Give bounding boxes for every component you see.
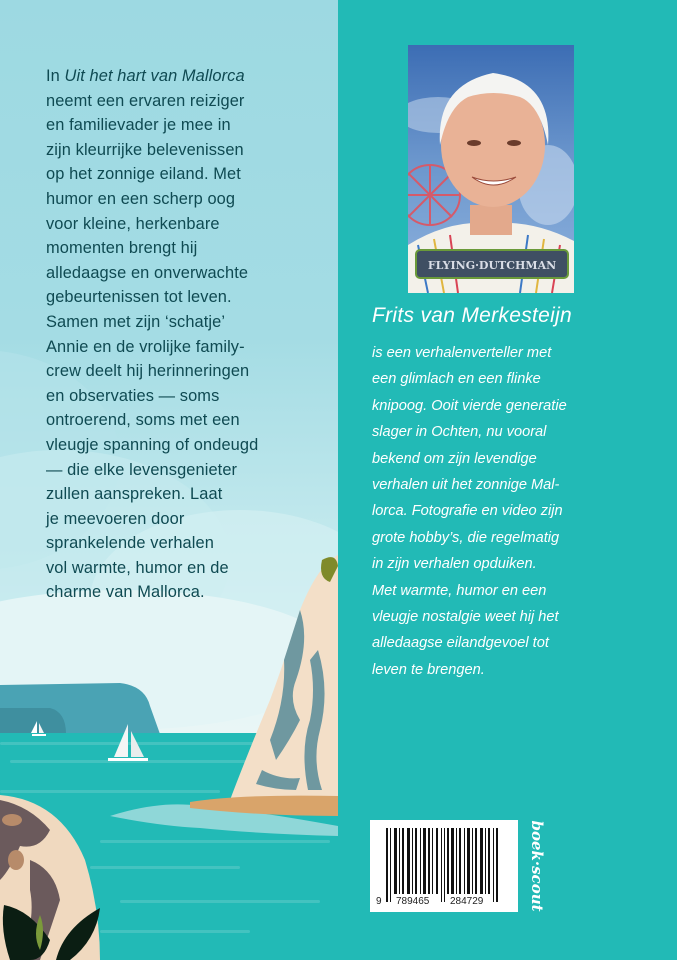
blurb-line: zullen aanspreken. Laat [46,485,223,504]
blurb-line: op het zonnige eiland. Met [46,165,241,184]
blurb-line: crew deelt hij herinneringen [46,362,250,381]
blurb-line: je meevoeren door [46,509,185,528]
bio-line: in zijn verhalen opduiken. [372,556,537,573]
blurb-line: — die elke levensgenieter [46,460,238,479]
bio-line: lorca. Fotografie en video zijn [372,503,563,520]
bio-line: Met warmte, humor en een [372,582,547,599]
blurb-line: alledaagse en onverwachte [46,263,249,282]
blurb-line: ontroerend, soms met een [46,411,240,430]
blurb-line: sprankelende verhalen [46,534,214,553]
bio-line: een glimlach en een flinke [372,371,541,388]
publisher-logo [528,818,546,914]
author-bio [372,340,672,683]
blurb-line: In Uit het hart van Mallorca [46,67,245,85]
blurb-line: vleugje spanning of ondeugd [46,435,259,454]
back-cover-blurb [46,64,326,605]
photo-patch-text: FLYING·DUTCHMAN [427,259,557,272]
bio-line: alledaagse eilandgevoel tot [372,635,549,652]
blurb-line: momenten brengt hij [46,239,198,258]
bio-line: leven te brengen. [372,661,485,678]
author-portrait-illustration [408,45,574,293]
bio-line: is een verhalenverteller met [372,345,552,361]
bio-line: vleugje nostalgie weet hij het [372,609,559,626]
book-title: Uit het hart van Mallorca [64,67,245,85]
bio-line: verhalen uit het zonnige Mal- [372,477,560,494]
blurb-line: Samen met zijn ‘schatje’ [46,312,226,331]
blurb-line: voor kleine, herkenbare [46,214,220,233]
barcode-bars [370,820,518,912]
right-panel-author [338,0,677,960]
barcode-digits-left: 789465 [396,896,430,907]
bio-line: bekend om zijn levendige [372,450,537,467]
blurb-line: gebeurtenissen tot leven. [46,288,232,307]
left-panel-illustration [0,0,338,960]
blurb-line: zijn kleurrijke belevenissen [46,140,244,159]
barcode-digit-lead: 9 [376,896,382,907]
blurb-line: charme van Mallorca. [46,583,205,602]
author-name: Frits van Merkesteijn [372,304,573,327]
isbn-barcode [370,820,518,912]
bio-line: knipoog. Ooit vierde generatie [372,397,567,414]
bio-line: grote hobby’s, die regelmatig [372,529,560,546]
barcode-digits-right: 284729 [450,896,484,907]
blurb-line: Annie en de vrolijke family- [46,337,245,356]
bio-line: slager in Ochten, nu vooral [372,424,547,441]
blurb-line: en familievader je mee in [46,116,231,135]
blurb-line: humor en een scherp oog [46,189,236,208]
blurb-line: neemt een ervaren reiziger [46,91,245,110]
author-photo [408,45,574,293]
blurb-line: en observaties — soms [46,386,220,405]
blurb-line: vol warmte, humor en de [46,558,229,577]
publisher-name: boek·scout [528,820,546,912]
